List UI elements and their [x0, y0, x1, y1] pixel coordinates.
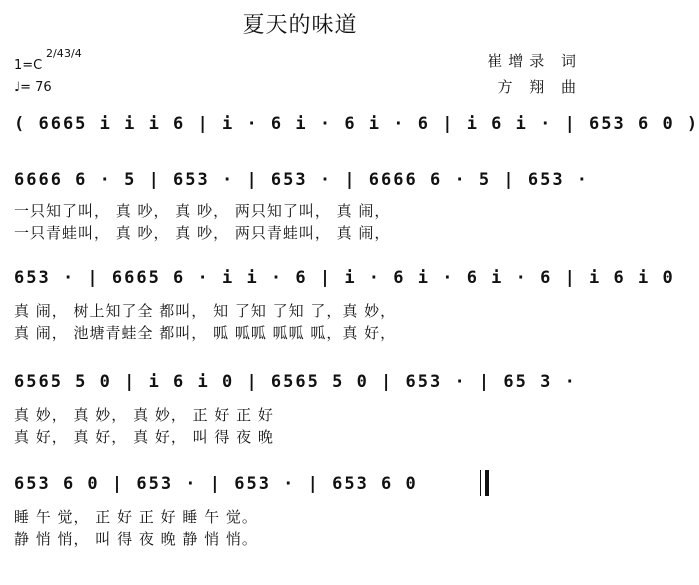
final-barline-thick — [485, 470, 489, 496]
system-3-lyric-verse-2: 真 闹， 池塘青蛙全 都叫， 呱 呱呱 呱呱 呱，真 好， — [14, 324, 397, 342]
system-2-lyric-verse-2: 一只青蛙叫， 真 吵， 真 吵， 两只青蛙叫， 真 闹， — [14, 224, 391, 242]
system-2-lyric-verse-1: 一只知了叫， 真 吵， 真 吵， 两只知了叫， 真 闹， — [14, 202, 391, 220]
composer-credit: 方 翔 曲 — [497, 78, 582, 96]
system-4-lyric-verse-1: 真 妙， 真 妙， 真 妙， 正 好 正 好 — [14, 406, 274, 424]
system-3-lyric-verse-1: 真 闹， 树上知了全 都叫， 知 了知 了知 了，真 妙， — [14, 302, 397, 320]
page-title: 夏天的味道 — [242, 13, 358, 38]
lyricist-credit: 崔增录 词 — [487, 52, 582, 70]
time-signature-2: 3/4 — [64, 47, 82, 60]
system-3-notes: 653 · | 6665 6 · i i · 6 | i · 6 i · 6 i · 6 | i 6 i 0 — [14, 268, 675, 288]
system-4-notes: 6565 5 0 | i 6 i 0 | 6565 5 0 | 653 · | 65 3 · — [14, 372, 577, 392]
time-signature-1: 2/4 — [46, 47, 64, 60]
system-1-notes: ( 6665 i i i 6 | i · 6 i · 6 i · 6 | i 6 i · | 653 6 0 ) — [14, 114, 699, 134]
system-5-lyric-verse-2: 静 悄 悄， 叫 得 夜 晚 静 悄 悄。 — [14, 530, 258, 548]
system-5-lyric-verse-1: 睡 午 觉， 正 好 正 好 睡 午 觉。 — [14, 508, 258, 526]
tempo-mark: ♩= 76 — [14, 80, 52, 95]
final-barline-thin — [480, 470, 481, 496]
system-4-lyric-verse-2: 真 好， 真 好， 真 好， 叫 得 夜 晚 — [14, 428, 274, 446]
key-signature: 1=C — [14, 58, 43, 73]
system-2-notes: 6666 6 · 5 | 653 · | 653 · | 6666 6 · 5 | 653 · — [14, 170, 590, 190]
system-5-notes: 653 6 0 | 653 · | 653 · | 653 6 0 — [14, 474, 418, 494]
